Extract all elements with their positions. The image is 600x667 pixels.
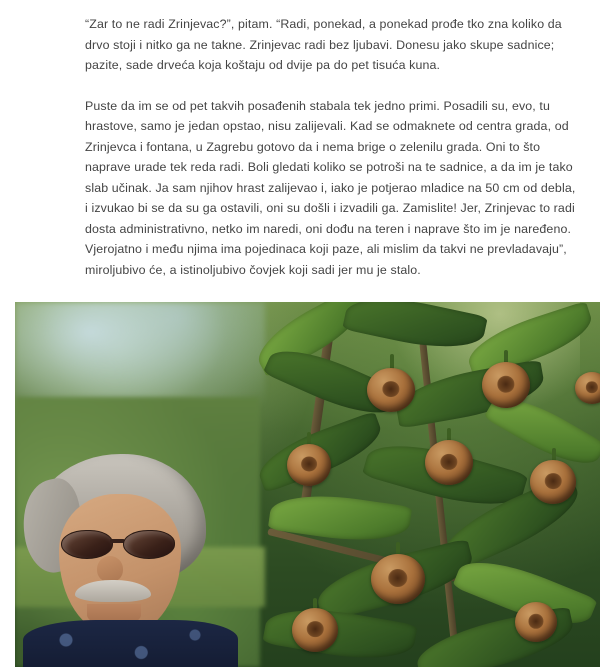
fruit [371, 554, 425, 604]
sunglass-lens-right [123, 530, 175, 559]
paragraph-1: “Zar to ne radi Zrinjevac?”, pitam. “Radi, ponekad, a ponekad prođe tko zna koliko da drvo stoji i nitko ga ne takne. Zrinjevac radi bez ljubavi. Donesu jako skupe sadnice; pazite, sade drveća koja koštaju od dvije pa do pet tisuća kuna. [85, 17, 562, 72]
fruit [367, 368, 415, 412]
sunglasses [61, 530, 181, 558]
fruit [287, 444, 331, 486]
article-photo [15, 302, 600, 667]
article-body [0, 0, 600, 280]
fruit [425, 440, 473, 485]
mustache [75, 580, 151, 602]
sunglass-lens-left [61, 530, 113, 559]
fruit [530, 460, 576, 504]
man-portrait [23, 452, 238, 667]
paragraph-2: Puste da im se od pet takvih posađenih stabala tek jedno primi. Posadili su, evo, tu hrastove, samo je jedan opstao, nisu zalijevali. Kad se odmaknete od centra grada, od Zrinjevca i fontana, u Zagrebu gotovo da i nema brige o zelenilu grada. Oni to što naprave urade tek reda radi. Boli gledati koliko se potroši na te sadnice, a da im je tako slab učinak. Ja sam njihov hrast zalijevao i, iako je potjerao mladice na 50 cm od debla, i izvukao bi se da su ga ostavili, oni su došli i izvadili ga. Zamislite! Jer, Zrinjevac to radi dosta administrativno, netko im naredi, oni dođu na teren i naprave što im je naređeno. Vjerojatno i među njima ima pojedinaca koji paze, ali mislim da takvi ne prevladavaju”, miroljubivo će, a istinoljubivo čovjek koji sadi jer mu je stalo. [85, 98, 576, 277]
fruit [482, 362, 530, 408]
photo-canvas [15, 302, 600, 667]
nose [97, 556, 123, 582]
fruit [515, 602, 557, 642]
patterned-shirt [23, 620, 238, 667]
fruit [292, 608, 338, 652]
